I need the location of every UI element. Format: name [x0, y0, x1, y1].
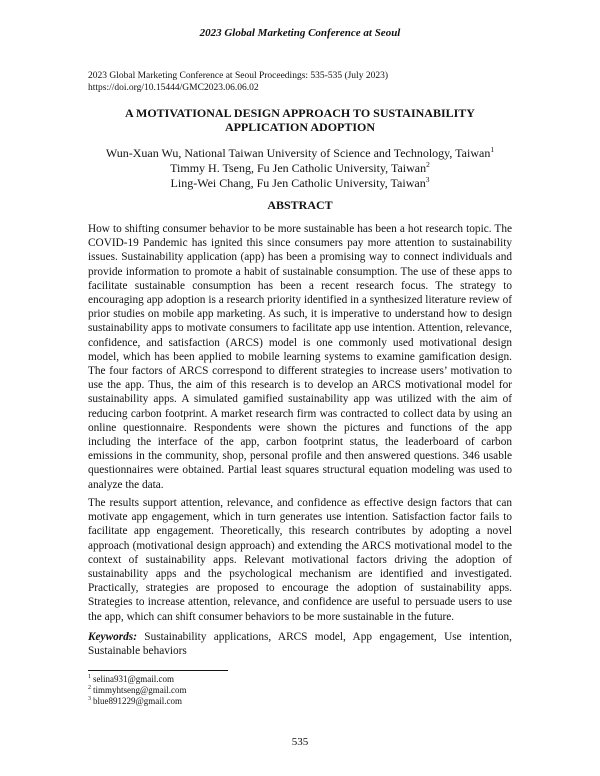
footnote-mark: 1: [88, 674, 91, 680]
footnote-mark: 3: [88, 696, 91, 702]
doi-link[interactable]: https://doi.org/10.15444/GMC2023.06.06.02: [88, 83, 259, 93]
footnotes: [88, 674, 187, 707]
author-line: [88, 146, 512, 161]
paper-title: [88, 106, 512, 134]
footnote-mark: 3: [425, 175, 430, 184]
keywords: [88, 630, 512, 658]
author-name: Wun-Xuan Wu, National Taiwan University of Science and Technology, Taiwan: [105, 146, 491, 160]
running-head: 2023 Global Marketing Conference at Seoul: [199, 27, 401, 39]
footnote-email[interactable]: timmyhtseng@gmail.com: [93, 685, 187, 695]
footnote-mark: 1: [490, 145, 495, 154]
footnote: [88, 674, 187, 685]
footnote-email[interactable]: blue891229@gmail.com: [93, 696, 183, 706]
abstract-paragraph-1: How to shifting consumer behavior to be more sustainable has been a hot research topic. The COVID-19 Pandemic has ignited this since consumers pay more attention to sustainability issues. Sustainability application (app) has been a promising way to connect individuals and provide information to promote a habit of sustainable consumption. The use of these apps to facilitate sustainable consumption has been a recent research focus. The strategy to encouraging app adoption is a research priority identified in a synthesized literature review of prior studies on mobile app marketing. As such, it is imperative to understand how to design sustainability apps to motivate consumers to facilitate app use intention. Attention, relevance, confidence, and satisfaction (ARCS) model is one commonly used motivational design model, which has been applied to mobile learning systems to examine gamification design. The four factors of ARCS correspond to different strategies to increase users’ motivation to use the app. Thus, the aim of this research is to develop an ARCS motivational model for sustainability apps. A simulated gamified sustainability app was utilized with the aim of reducing carbon footprint. A market research firm was contracted to collect data by using an online questionnaire. Respondents were shown the pictures and functions of the app including the interface of the app, carbon footprint status, the leaderboard of carbon emissions in the community, shop, personal profile and then answered questions. 346 usable questionnaires were obtained. Partial least squares structural equation modeling was used to analyze the data.: [88, 223, 512, 491]
proceedings-info: [88, 70, 388, 94]
proceedings-line: 2023 Global Marketing Conference at Seoul Proceedings: 535-535 (July 2023): [88, 71, 388, 81]
keywords-text: Sustainability applications, ARCS model, App engagement, Use intention, Sustainable behaviors: [88, 631, 512, 658]
footnote-mark: 2: [426, 160, 430, 169]
footnote: [88, 696, 187, 707]
keywords-label: Keywords:: [88, 631, 137, 643]
page-number: 535: [291, 736, 309, 748]
footnote-mark: 2: [88, 685, 91, 691]
author-line: [88, 176, 512, 191]
abstract-paragraph-2: The results support attention, relevance, and confidence as effective design factors that can motivate app engagement, which in turn generates use intention. Satisfaction factor fails to facilitate app engagement. Theoretically, this research contributes by adopting a novel approach (motivational design approach) and extending the ARCS motivational model to the context of sustainability apps. Relevant motivational factors driving the adoption of sustainability apps and the psychological mechanism are identified and investigated. Practically, strategies are proposed to encourage the adoption of sustainability apps. Strategies to increase attention, relevance, and confidence are useful to persuade users to use the app, which can shift consumer behaviors to be more sustainable in the future.: [88, 497, 512, 623]
title-line-2: APPLICATION ADOPTION: [224, 120, 376, 134]
author-list: [88, 146, 512, 191]
footnote: [88, 685, 187, 696]
footnote-email[interactable]: selina931@gmail.com: [93, 674, 175, 684]
footnote-divider: [88, 670, 228, 671]
author-name: Ling-Wei Chang, Fu Jen Catholic University, Taiwan: [170, 176, 426, 190]
author-line: [88, 161, 512, 176]
abstract-heading: ABSTRACT: [267, 198, 333, 212]
title-line-1: A MOTIVATIONAL DESIGN APPROACH TO SUSTAINABILITY: [125, 106, 475, 120]
author-name: Timmy H. Tseng, Fu Jen Catholic University, Taiwan: [170, 161, 427, 175]
